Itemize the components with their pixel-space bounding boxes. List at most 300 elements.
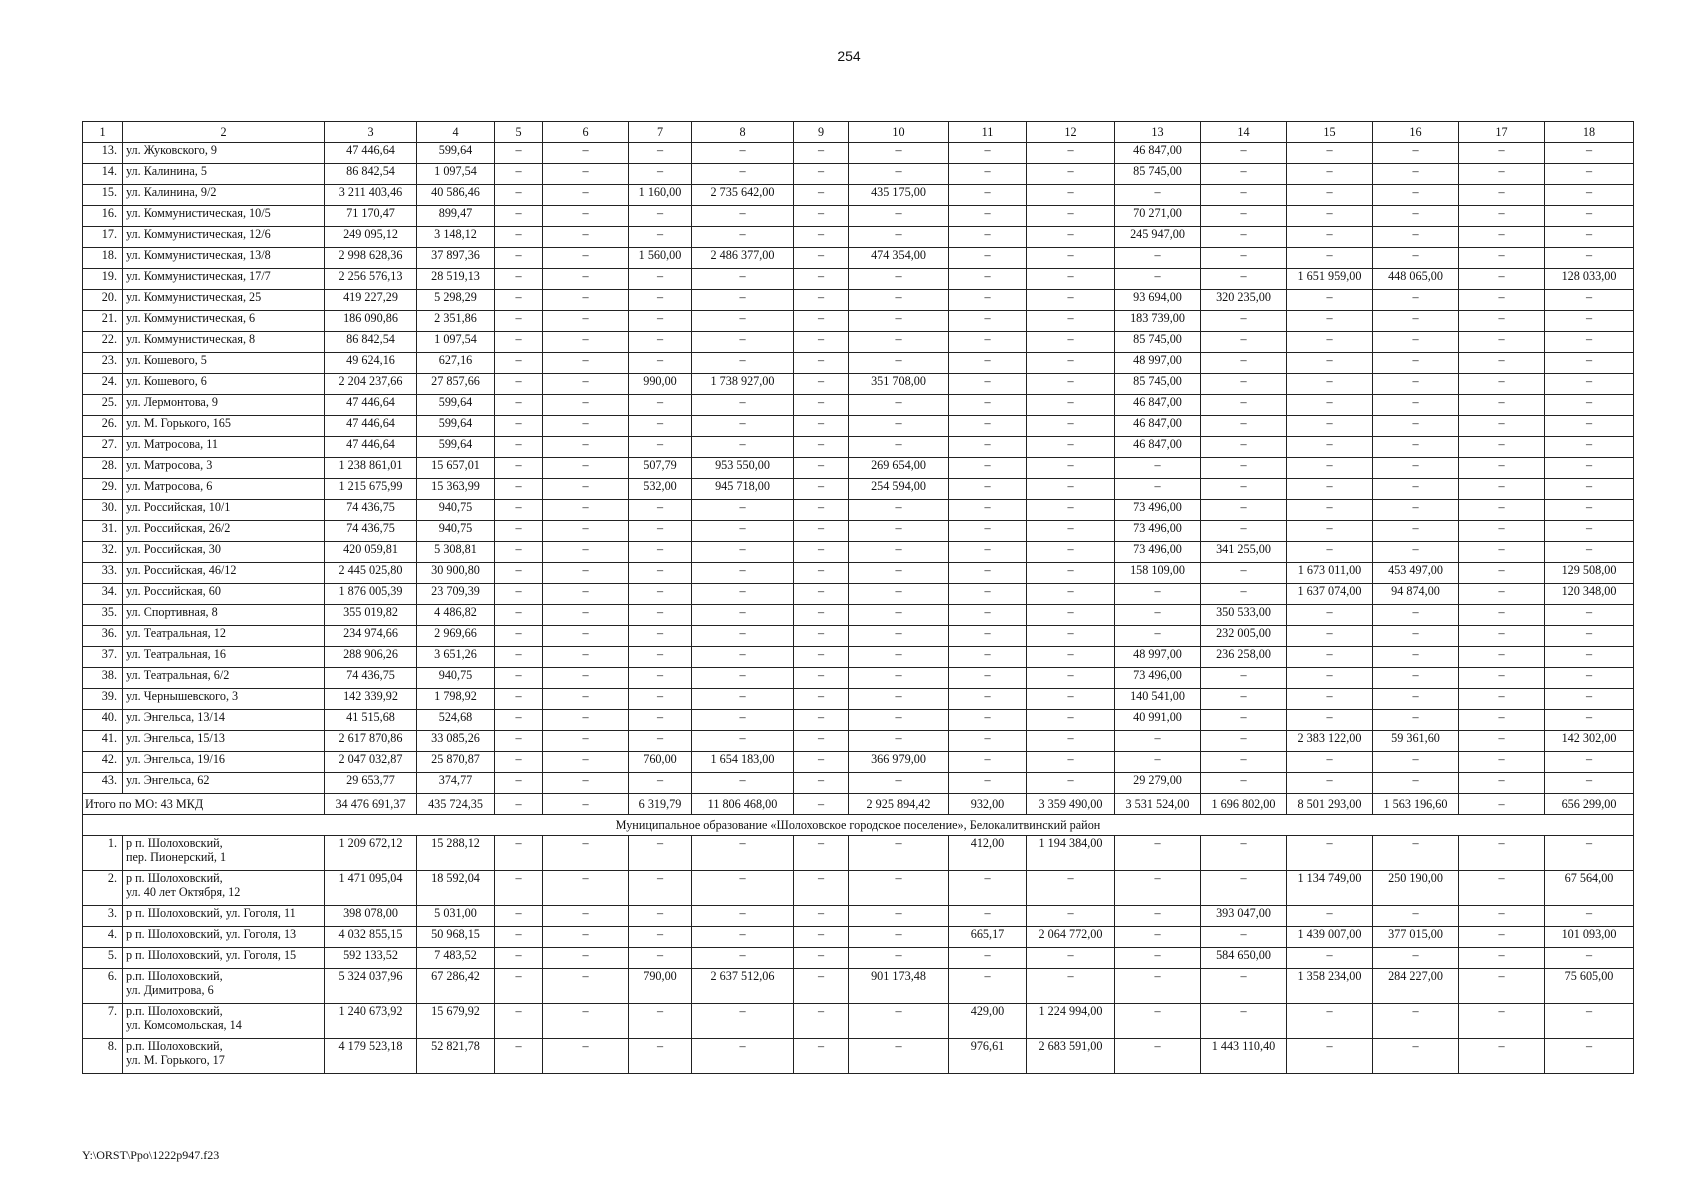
value-cell: – xyxy=(495,143,543,164)
row-number-cell: 38. xyxy=(83,668,123,689)
value-cell: – xyxy=(495,906,543,927)
value-cell: – xyxy=(1201,668,1287,689)
value-cell: 23 709,39 xyxy=(417,584,495,605)
value-cell: – xyxy=(1545,605,1634,626)
value-cell: – xyxy=(692,521,794,542)
value-cell: – xyxy=(543,269,629,290)
value-cell: 899,47 xyxy=(417,206,495,227)
value-cell: – xyxy=(1027,521,1115,542)
value-cell: – xyxy=(1287,374,1373,395)
value-cell: – xyxy=(1201,227,1287,248)
value-cell: – xyxy=(543,647,629,668)
value-cell: – xyxy=(949,668,1027,689)
table-row xyxy=(83,605,1634,626)
value-cell: 790,00 xyxy=(629,969,692,1004)
column-header: 13 xyxy=(1115,122,1201,143)
value-cell: – xyxy=(1545,458,1634,479)
value-cell: – xyxy=(1459,143,1545,164)
value-cell: – xyxy=(1459,731,1545,752)
value-cell: 435 175,00 xyxy=(849,185,949,206)
value-cell: 1 637 074,00 xyxy=(1287,584,1373,605)
value-cell: – xyxy=(495,668,543,689)
value-cell: 47 446,64 xyxy=(325,143,417,164)
value-cell: – xyxy=(543,1039,629,1074)
value-cell: – xyxy=(794,290,849,311)
value-cell: 29 653,77 xyxy=(325,773,417,794)
value-cell: – xyxy=(629,689,692,710)
column-header: 14 xyxy=(1201,122,1287,143)
value-cell: 73 496,00 xyxy=(1115,668,1201,689)
value-cell: – xyxy=(692,563,794,584)
value-cell: – xyxy=(949,332,1027,353)
value-cell: – xyxy=(1287,752,1373,773)
value-cell: – xyxy=(949,521,1027,542)
value-cell: 70 271,00 xyxy=(1115,206,1201,227)
value-cell: 665,17 xyxy=(949,927,1027,948)
value-cell: – xyxy=(1287,395,1373,416)
value-cell: – xyxy=(1545,626,1634,647)
value-cell: – xyxy=(849,290,949,311)
row-number-cell: 18. xyxy=(83,248,123,269)
total-value-cell: 932,00 xyxy=(949,794,1027,815)
value-cell: 15 288,12 xyxy=(417,836,495,871)
value-cell: 5 308,81 xyxy=(417,542,495,563)
section-title: Муниципальное образование «Шолоховское городское поселение», Белокалитвинский район xyxy=(83,815,1634,836)
value-cell: – xyxy=(692,710,794,731)
value-cell: – xyxy=(1201,143,1287,164)
value-cell: – xyxy=(794,927,849,948)
table-row xyxy=(83,542,1634,563)
value-cell: – xyxy=(794,773,849,794)
value-cell: – xyxy=(949,437,1027,458)
value-cell: – xyxy=(794,584,849,605)
column-header: 11 xyxy=(949,122,1027,143)
table-row xyxy=(83,248,1634,269)
address-cell: р п. Шолоховский, ул. Гоголя, 15 xyxy=(123,948,325,969)
total-value-cell: 435 724,35 xyxy=(417,794,495,815)
value-cell: 599,64 xyxy=(417,416,495,437)
value-cell: 73 496,00 xyxy=(1115,521,1201,542)
value-cell: 320 235,00 xyxy=(1201,290,1287,311)
value-cell: 28 519,13 xyxy=(417,269,495,290)
value-cell: – xyxy=(794,542,849,563)
address-cell: р п. Шолоховский, пер. Пионерский, 1 xyxy=(123,836,325,871)
value-cell: – xyxy=(1287,248,1373,269)
value-cell: – xyxy=(495,416,543,437)
value-cell: – xyxy=(1373,668,1459,689)
column-header: 16 xyxy=(1373,122,1459,143)
column-header: 7 xyxy=(629,122,692,143)
value-cell: – xyxy=(1201,206,1287,227)
value-cell: – xyxy=(495,311,543,332)
value-cell: – xyxy=(692,605,794,626)
value-cell: 46 847,00 xyxy=(1115,416,1201,437)
column-header: 12 xyxy=(1027,122,1115,143)
value-cell: 1 876 005,39 xyxy=(325,584,417,605)
value-cell: – xyxy=(495,710,543,731)
value-cell: – xyxy=(1115,605,1201,626)
total-value-cell: 1 563 196,60 xyxy=(1373,794,1459,815)
value-cell: – xyxy=(543,206,629,227)
value-cell: 448 065,00 xyxy=(1373,269,1459,290)
value-cell: – xyxy=(849,647,949,668)
value-cell: – xyxy=(629,416,692,437)
value-cell: – xyxy=(1373,206,1459,227)
value-cell: – xyxy=(495,437,543,458)
value-cell: – xyxy=(1545,542,1634,563)
value-cell: – xyxy=(629,584,692,605)
column-header: 6 xyxy=(543,122,629,143)
value-cell: – xyxy=(495,269,543,290)
value-cell: – xyxy=(543,710,629,731)
value-cell: – xyxy=(543,948,629,969)
value-cell: 584 650,00 xyxy=(1201,948,1287,969)
address-cell: ул. Калинина, 5 xyxy=(123,164,325,185)
value-cell: – xyxy=(1287,542,1373,563)
row-number-cell: 5. xyxy=(83,948,123,969)
value-cell: – xyxy=(1373,353,1459,374)
table-row xyxy=(83,752,1634,773)
value-cell: 1 097,54 xyxy=(417,332,495,353)
value-cell: – xyxy=(1287,416,1373,437)
value-cell: 1 160,00 xyxy=(629,185,692,206)
value-cell: – xyxy=(1115,871,1201,906)
value-cell: – xyxy=(1027,353,1115,374)
value-cell: – xyxy=(1545,437,1634,458)
value-cell: 2 637 512,06 xyxy=(692,969,794,1004)
value-cell: – xyxy=(1373,164,1459,185)
value-cell: – xyxy=(949,248,1027,269)
value-cell: – xyxy=(1459,227,1545,248)
value-cell: – xyxy=(794,395,849,416)
value-cell: – xyxy=(1027,143,1115,164)
value-cell: – xyxy=(543,969,629,1004)
address-cell: ул. Коммунистическая, 13/8 xyxy=(123,248,325,269)
value-cell: – xyxy=(1201,395,1287,416)
value-cell: 288 906,26 xyxy=(325,647,417,668)
value-cell: – xyxy=(1459,752,1545,773)
value-cell: 74 436,75 xyxy=(325,500,417,521)
address-cell: ул. Энгельса, 15/13 xyxy=(123,731,325,752)
value-cell: – xyxy=(495,731,543,752)
value-cell: – xyxy=(1459,353,1545,374)
value-cell: – xyxy=(1287,206,1373,227)
value-cell: – xyxy=(1115,479,1201,500)
value-cell: – xyxy=(629,773,692,794)
address-cell: ул. Российская, 30 xyxy=(123,542,325,563)
value-cell: – xyxy=(1027,269,1115,290)
value-cell: – xyxy=(849,311,949,332)
value-cell: – xyxy=(629,647,692,668)
value-cell: – xyxy=(692,164,794,185)
value-cell: – xyxy=(1201,871,1287,906)
value-cell: 15 363,99 xyxy=(417,479,495,500)
value-cell: – xyxy=(849,689,949,710)
value-cell: – xyxy=(692,871,794,906)
value-cell: – xyxy=(495,353,543,374)
value-cell: 1 673 011,00 xyxy=(1287,563,1373,584)
value-cell: – xyxy=(629,206,692,227)
value-cell: – xyxy=(1287,227,1373,248)
row-number-cell: 34. xyxy=(83,584,123,605)
value-cell: 5 298,29 xyxy=(417,290,495,311)
value-cell: – xyxy=(794,248,849,269)
value-cell: – xyxy=(1459,479,1545,500)
total-value-cell: 11 806 468,00 xyxy=(692,794,794,815)
value-cell: – xyxy=(1459,416,1545,437)
value-cell: – xyxy=(543,332,629,353)
value-cell: – xyxy=(1373,395,1459,416)
value-cell: – xyxy=(949,948,1027,969)
value-cell: – xyxy=(794,353,849,374)
value-cell: 41 515,68 xyxy=(325,710,417,731)
value-cell: – xyxy=(495,1039,543,1074)
value-cell: 1 097,54 xyxy=(417,164,495,185)
address-cell: р.п. Шолоховский, ул. М. Горького, 17 xyxy=(123,1039,325,1074)
value-cell: 50 968,15 xyxy=(417,927,495,948)
value-cell: – xyxy=(849,416,949,437)
value-cell: – xyxy=(692,773,794,794)
value-cell: – xyxy=(692,311,794,332)
value-cell: – xyxy=(849,948,949,969)
value-cell: – xyxy=(629,437,692,458)
address-cell: р.п. Шолоховский, ул. Димитрова, 6 xyxy=(123,969,325,1004)
value-cell: – xyxy=(692,332,794,353)
value-cell: – xyxy=(1373,1039,1459,1074)
table-row xyxy=(83,164,1634,185)
value-cell: 599,64 xyxy=(417,143,495,164)
value-cell: – xyxy=(1545,948,1634,969)
value-cell: 142 302,00 xyxy=(1545,731,1634,752)
value-cell: – xyxy=(1545,248,1634,269)
value-cell: 49 624,16 xyxy=(325,353,417,374)
value-cell: – xyxy=(1201,248,1287,269)
footer-file-path: Y:\ORST\Ppo\1222p947.f23 xyxy=(82,1148,220,1162)
value-cell: – xyxy=(1373,542,1459,563)
value-cell: – xyxy=(794,311,849,332)
row-number-cell: 15. xyxy=(83,185,123,206)
value-cell: – xyxy=(1287,906,1373,927)
row-number-cell: 20. xyxy=(83,290,123,311)
value-cell: – xyxy=(1545,647,1634,668)
value-cell: – xyxy=(1287,1039,1373,1074)
value-cell: – xyxy=(629,1004,692,1039)
value-cell: 524,68 xyxy=(417,710,495,731)
row-number-cell: 43. xyxy=(83,773,123,794)
value-cell: 85 745,00 xyxy=(1115,332,1201,353)
value-cell: – xyxy=(543,164,629,185)
total-value-cell: 8 501 293,00 xyxy=(1287,794,1373,815)
table-row xyxy=(83,710,1634,731)
value-cell: 3 211 403,46 xyxy=(325,185,417,206)
value-cell: – xyxy=(1459,521,1545,542)
value-cell: – xyxy=(1027,731,1115,752)
value-cell: – xyxy=(692,731,794,752)
address-cell: р п. Шолоховский, ул. Гоголя, 11 xyxy=(123,906,325,927)
value-cell: – xyxy=(543,563,629,584)
value-cell: – xyxy=(849,521,949,542)
value-cell: – xyxy=(1027,605,1115,626)
value-cell: – xyxy=(1373,689,1459,710)
value-cell: 3 148,12 xyxy=(417,227,495,248)
value-cell: 976,61 xyxy=(949,1039,1027,1074)
value-cell: – xyxy=(949,500,1027,521)
row-number-cell: 25. xyxy=(83,395,123,416)
value-cell: – xyxy=(495,948,543,969)
value-cell: – xyxy=(1545,374,1634,395)
row-number-cell: 2. xyxy=(83,871,123,906)
value-cell: 990,00 xyxy=(629,374,692,395)
value-cell: – xyxy=(794,185,849,206)
value-cell: 3 651,26 xyxy=(417,647,495,668)
value-cell: – xyxy=(629,710,692,731)
value-cell: – xyxy=(949,458,1027,479)
value-cell: – xyxy=(629,164,692,185)
value-cell: – xyxy=(1459,374,1545,395)
value-cell: – xyxy=(543,395,629,416)
value-cell: – xyxy=(849,353,949,374)
value-cell: – xyxy=(949,871,1027,906)
value-cell: – xyxy=(1027,668,1115,689)
value-cell: 2 383 122,00 xyxy=(1287,731,1373,752)
value-cell: – xyxy=(692,647,794,668)
value-cell: – xyxy=(543,752,629,773)
value-cell: – xyxy=(949,290,1027,311)
value-cell: – xyxy=(1459,206,1545,227)
address-cell: ул. Калинина, 9/2 xyxy=(123,185,325,206)
value-cell: – xyxy=(1545,710,1634,731)
address-cell: ул. Российская, 26/2 xyxy=(123,521,325,542)
value-cell: – xyxy=(849,542,949,563)
table-row xyxy=(83,927,1634,948)
value-cell: 73 496,00 xyxy=(1115,500,1201,521)
value-cell: – xyxy=(692,227,794,248)
value-cell: – xyxy=(849,626,949,647)
value-cell: 234 974,66 xyxy=(325,626,417,647)
row-number-cell: 4. xyxy=(83,927,123,948)
value-cell: – xyxy=(1545,353,1634,374)
value-cell: – xyxy=(949,542,1027,563)
value-cell: – xyxy=(949,227,1027,248)
value-cell: – xyxy=(849,164,949,185)
value-cell: 1 439 007,00 xyxy=(1287,927,1373,948)
value-cell: – xyxy=(1027,290,1115,311)
value-cell: – xyxy=(629,395,692,416)
column-header: 8 xyxy=(692,122,794,143)
value-cell: 47 446,64 xyxy=(325,416,417,437)
value-cell: – xyxy=(1459,647,1545,668)
value-cell: – xyxy=(849,206,949,227)
value-cell: – xyxy=(692,143,794,164)
value-cell: – xyxy=(495,374,543,395)
value-cell: – xyxy=(794,164,849,185)
value-cell: 74 436,75 xyxy=(325,668,417,689)
address-cell: ул. Матросова, 6 xyxy=(123,479,325,500)
value-cell: – xyxy=(495,836,543,871)
value-cell: – xyxy=(543,521,629,542)
value-cell: – xyxy=(1287,1004,1373,1039)
value-cell: – xyxy=(1545,1039,1634,1074)
value-cell: 85 745,00 xyxy=(1115,374,1201,395)
address-cell: ул. Коммунистическая, 17/7 xyxy=(123,269,325,290)
value-cell: 1 358 234,00 xyxy=(1287,969,1373,1004)
value-cell: – xyxy=(849,395,949,416)
section-header-row xyxy=(83,815,1634,836)
value-cell: – xyxy=(1287,773,1373,794)
value-cell: – xyxy=(1287,668,1373,689)
value-cell: 236 258,00 xyxy=(1201,647,1287,668)
value-cell: – xyxy=(1201,752,1287,773)
address-cell: ул. Коммунистическая, 6 xyxy=(123,311,325,332)
value-cell: – xyxy=(1287,948,1373,969)
value-cell: – xyxy=(1545,689,1634,710)
value-cell: – xyxy=(949,969,1027,1004)
value-cell: – xyxy=(1545,143,1634,164)
column-header: 18 xyxy=(1545,122,1634,143)
value-cell: 1 209 672,12 xyxy=(325,836,417,871)
value-cell: 129 508,00 xyxy=(1545,563,1634,584)
value-cell: – xyxy=(794,500,849,521)
value-cell: – xyxy=(794,689,849,710)
table-row xyxy=(83,647,1634,668)
value-cell: – xyxy=(1027,227,1115,248)
column-header: 5 xyxy=(495,122,543,143)
value-cell: – xyxy=(1373,521,1459,542)
value-cell: 249 095,12 xyxy=(325,227,417,248)
value-cell: – xyxy=(794,647,849,668)
value-cell: 599,64 xyxy=(417,437,495,458)
table-row xyxy=(83,584,1634,605)
value-cell: – xyxy=(949,185,1027,206)
row-number-cell: 28. xyxy=(83,458,123,479)
value-cell: – xyxy=(1459,563,1545,584)
table-row xyxy=(83,948,1634,969)
value-cell: – xyxy=(794,668,849,689)
table-row xyxy=(83,871,1634,906)
address-cell: ул. Коммунистическая, 25 xyxy=(123,290,325,311)
row-number-cell: 17. xyxy=(83,227,123,248)
value-cell: – xyxy=(1545,185,1634,206)
value-cell: – xyxy=(629,542,692,563)
value-cell: 760,00 xyxy=(629,752,692,773)
value-cell: 33 085,26 xyxy=(417,731,495,752)
value-cell: 47 446,64 xyxy=(325,437,417,458)
value-cell: – xyxy=(1459,269,1545,290)
value-cell: – xyxy=(1201,969,1287,1004)
value-cell: – xyxy=(543,773,629,794)
value-cell: – xyxy=(495,584,543,605)
value-cell: 75 605,00 xyxy=(1545,969,1634,1004)
value-cell: 901 173,48 xyxy=(849,969,949,1004)
value-cell: 59 361,60 xyxy=(1373,731,1459,752)
value-cell: – xyxy=(1115,752,1201,773)
value-cell: 374,77 xyxy=(417,773,495,794)
value-cell: 1 471 095,04 xyxy=(325,871,417,906)
value-cell: – xyxy=(1459,185,1545,206)
address-cell: ул. Коммунистическая, 12/6 xyxy=(123,227,325,248)
value-cell: – xyxy=(495,871,543,906)
total-row xyxy=(83,794,1634,815)
value-cell: – xyxy=(543,437,629,458)
value-cell: – xyxy=(1459,906,1545,927)
value-cell: – xyxy=(692,584,794,605)
value-cell: 5 031,00 xyxy=(417,906,495,927)
row-number-cell: 7. xyxy=(83,1004,123,1039)
value-cell: – xyxy=(1459,500,1545,521)
value-cell: – xyxy=(794,437,849,458)
value-cell: – xyxy=(1459,626,1545,647)
table-row xyxy=(83,416,1634,437)
